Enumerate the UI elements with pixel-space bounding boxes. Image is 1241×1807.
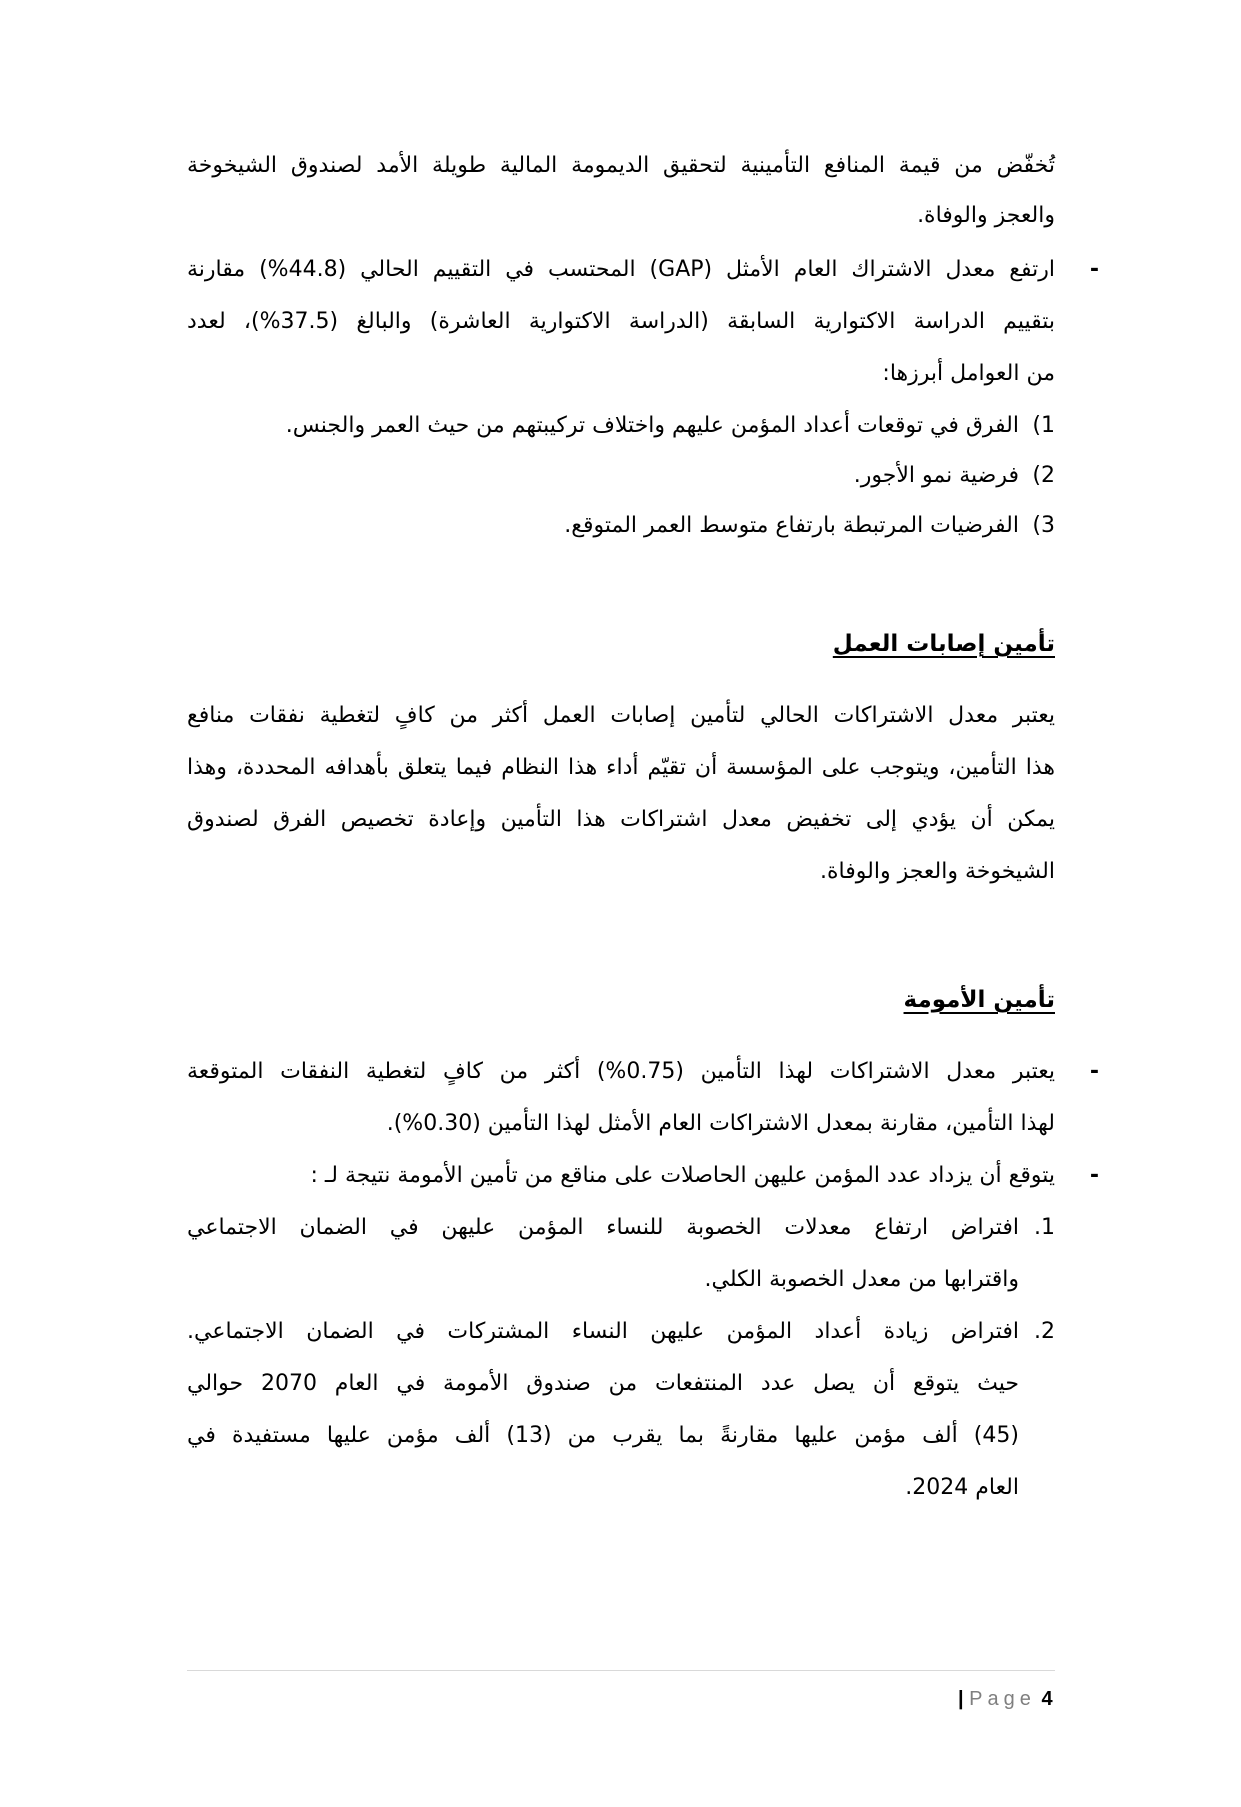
list-item: واقترابها من معدل الخصوبة الكلي.	[704, 1267, 1019, 1292]
list-number: 3)	[1032, 513, 1055, 538]
paragraph-line: الشيخوخة والعجز والوفاة.	[820, 859, 1055, 884]
paragraph-line: بتقييم الدراسة الاكتوارية السابقة (الدراسة الاكتوارية العاشرة) والبالغ (37.5%)، لعدد	[187, 309, 1055, 334]
list-number: 1.	[1034, 1215, 1055, 1240]
paragraph-line: يعتبر معدل الاشتراكات الحالي لتأمين إصابات العمل أكثر من كافٍ لتغطية نفقات منافع	[187, 703, 1055, 728]
paragraph-line: يتوقع أن يزداد عدد المؤمن عليهن الحاصلات على مناقع من تأمين الأمومة نتيجة لـ :	[310, 1163, 1055, 1188]
list-item: العام 2024.	[905, 1475, 1019, 1500]
bullet-dash: -	[1089, 1059, 1099, 1084]
paragraph-line: يعتبر معدل الاشتراكات لهذا التأمين (0.75%) أكثر من كافٍ لتغطية النفقات المتوقعة	[187, 1059, 1055, 1084]
paragraph-line: والعجز والوفاة.	[917, 203, 1055, 228]
list-item: حيث يتوقع أن يصل عدد المنتفعات من صندوق الأمومة في العام 2070 حوالي	[187, 1371, 1019, 1396]
maternity-section	[187, 0, 1099, 1520]
list-item: الفرق في توقعات أعداد المؤمن عليهم واختلاف تركيبتهم من حيث العمر والجنس.	[285, 413, 1019, 438]
list-item: الفرضيات المرتبطة بارتفاع متوسط العمر المتوقع.	[564, 513, 1019, 538]
paragraph-line: من العوامل أبرزها:	[882, 361, 1055, 386]
list-item: فرضية نمو الأجور.	[853, 463, 1019, 488]
paragraph-line: لهذا التأمين، مقارنة بمعدل الاشتراكات العام الأمثل لهذا التأمين (0.30%).	[386, 1111, 1055, 1136]
list-item: افتراض زيادة أعداد المؤمن عليهن النساء المشتركات في الضمان الاجتماعي.	[187, 1319, 1019, 1344]
footer-page-label: Page	[969, 1688, 1036, 1710]
list-number: 1)	[1032, 413, 1055, 438]
footer-bar: |	[958, 1688, 964, 1710]
section-heading: تأمين الأمومة	[903, 987, 1055, 1013]
section-heading: تأمين إصابات العمل	[832, 631, 1055, 657]
bullet-dash: -	[1089, 257, 1099, 282]
list-item: (45) ألف مؤمن عليها مقارنةً بما يقرب من (13) ألف مؤمن عليها مستفيدة في	[187, 1423, 1019, 1448]
page-footer	[958, 1686, 1053, 1712]
paragraph-line: هذا التأمين، ويتوجب على المؤسسة أن تقيّم أداء هذا النظام فيما يتعلق بأهدافه المحددة، وهذا	[187, 755, 1055, 780]
footer-divider	[187, 1670, 1055, 1671]
list-item: افتراض ارتفاع معدلات الخصوبة للنساء المؤمن عليهن في الضمان الاجتماعي	[187, 1215, 1019, 1240]
page-number: 4	[1041, 1688, 1053, 1710]
paragraph-line: ارتفع معدل الاشتراك العام الأمثل (GAP) المحتسب في التقييم الحالي (44.8%) مقارنة	[187, 257, 1056, 282]
list-number: 2)	[1032, 463, 1055, 488]
list-number: 2.	[1034, 1319, 1055, 1344]
bullet-dash: -	[1089, 1163, 1099, 1188]
paragraph-line: يمكن أن يؤدي إلى تخفيض معدل اشتراكات هذا التأمين وإعادة تخصيص الفرق لصندوق	[187, 807, 1055, 832]
paragraph-line: تُخفّض من قيمة المنافع التأمينية لتحقيق الديمومة المالية طويلة الأمد لصندوق الشيخوخة	[187, 153, 1055, 178]
